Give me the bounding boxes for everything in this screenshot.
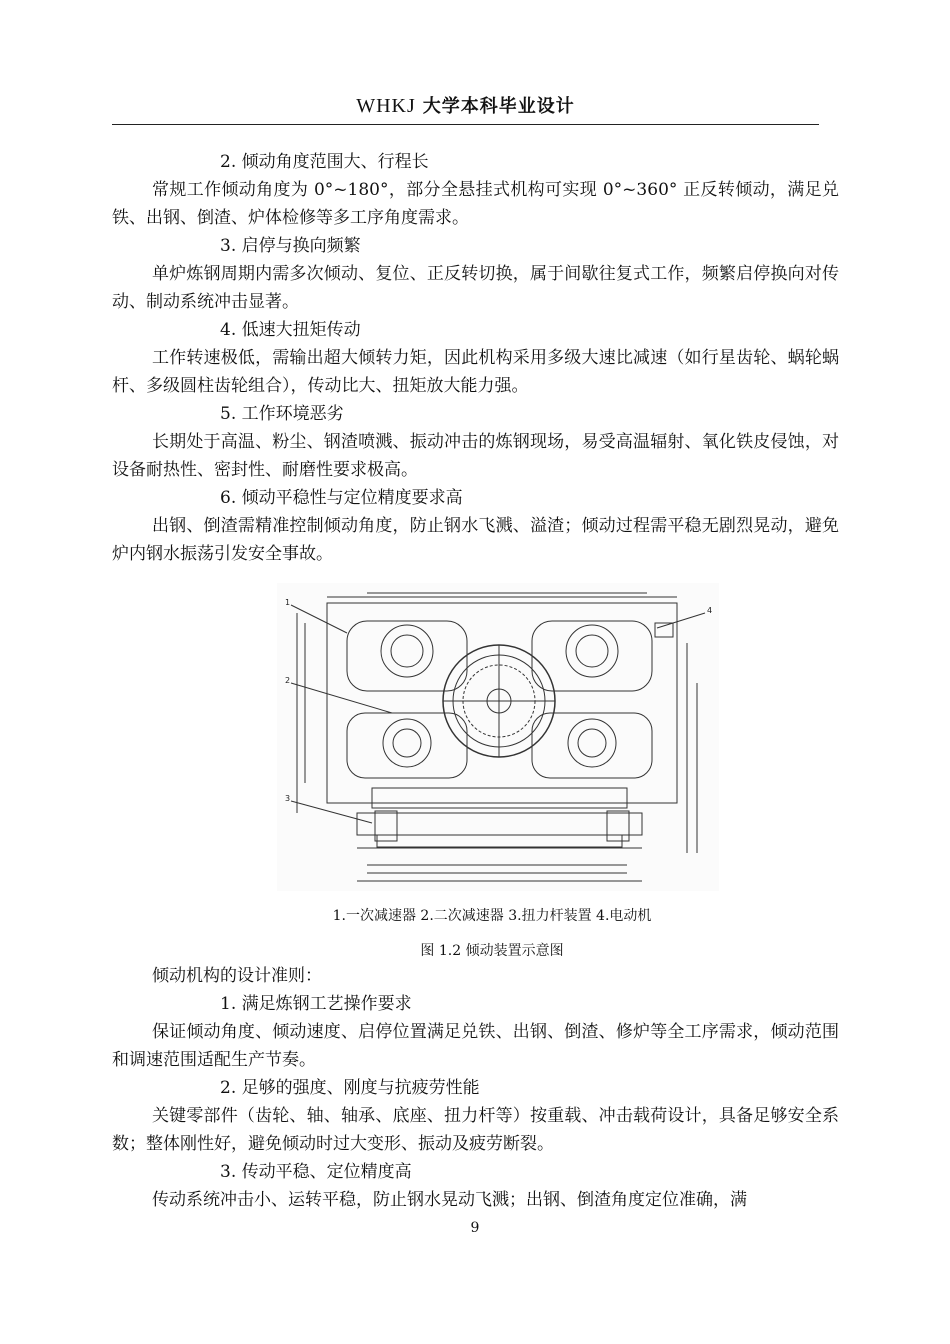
section-heading: 2. 倾动角度范围大、行程长	[220, 152, 429, 172]
section-heading: 4. 低速大扭矩传动	[220, 320, 361, 340]
body-text-top	[112, 148, 839, 568]
header-rule	[112, 124, 819, 125]
header-title: 大学本科毕业设计	[422, 96, 575, 117]
engineering-drawing	[277, 583, 719, 891]
paragraph: 工作转速极低，需输出超大倾转力矩，因此机构采用多级大速比减速（如行星齿轮、蜗轮蜗杆、多级圆柱齿轮组合），传动比大、扭矩放大能力强。	[112, 348, 839, 396]
section-heading: 3. 启停与换向频繁	[220, 236, 361, 256]
section-heading: 3. 传动平稳、定位精度高	[220, 1162, 412, 1182]
paragraph-lead: 倾动机构的设计准则：	[152, 966, 322, 986]
callout-1: 1	[285, 598, 291, 607]
page-number: 9	[470, 1220, 480, 1236]
paragraph: 传动系统冲击小、运转平稳，防止钢水晃动飞溅；出钢、倒渣角度定位准确，满	[152, 1190, 747, 1210]
callout-4: 4	[707, 606, 713, 615]
callout-2: 2	[285, 676, 291, 685]
figure-caption: 图 1.2 倾动装置示意图	[420, 943, 564, 959]
paragraph: 长期处于高温、粉尘、钢渣喷溅、振动冲击的炼钢现场，易受高温辐射、氧化铁皮侵蚀，对设备耐热性、密封性、耐磨性要求极高。	[112, 432, 839, 480]
section-heading: 5. 工作环境恶劣	[220, 404, 344, 424]
callout-3: 3	[285, 794, 291, 803]
header-latin: WHKJ	[356, 95, 416, 117]
tilting-device-drawing	[277, 583, 719, 891]
figure-legend: 1.一次减速器 2.二次减速器 3.扭力杆装置 4.电动机	[332, 908, 652, 924]
page-header	[112, 92, 819, 118]
paragraph: 保证倾动角度、倾动速度、启停位置满足兑铁、出钢、倒渣、修炉等全工序需求，倾动范围和调速范围适配生产节奏。	[112, 1022, 839, 1070]
section-heading: 1. 满足炼钢工艺操作要求	[220, 994, 412, 1014]
paragraph: 出钢、倒渣需精准控制倾动角度，防止钢水飞溅、溢渣；倾动过程需平稳无剧烈晃动，避免炉内钢水振荡引发安全事故。	[112, 516, 839, 564]
body-text-bottom	[112, 962, 839, 1214]
paragraph: 单炉炼钢周期内需多次倾动、复位、正反转切换，属于间歇往复式工作，频繁启停换向对传动、制动系统冲击显著。	[112, 264, 839, 312]
section-heading: 6. 倾动平稳性与定位精度要求高	[220, 488, 463, 508]
paragraph: 常规工作倾动角度为 0°~180°，部分全悬挂式机构可实现 0°~360° 正反转倾动，满足兑铁、出钢、倒渣、炉体检修等多工序角度需求。	[112, 180, 839, 228]
paragraph: 关键零部件（齿轮、轴、轴承、底座、扭力杆等）按重载、冲击载荷设计，具备足够安全系数；整体刚性好，避免倾动时过大变形、振动及疲劳断裂。	[112, 1106, 839, 1154]
section-heading: 2. 足够的强度、刚度与抗疲劳性能	[220, 1078, 480, 1098]
